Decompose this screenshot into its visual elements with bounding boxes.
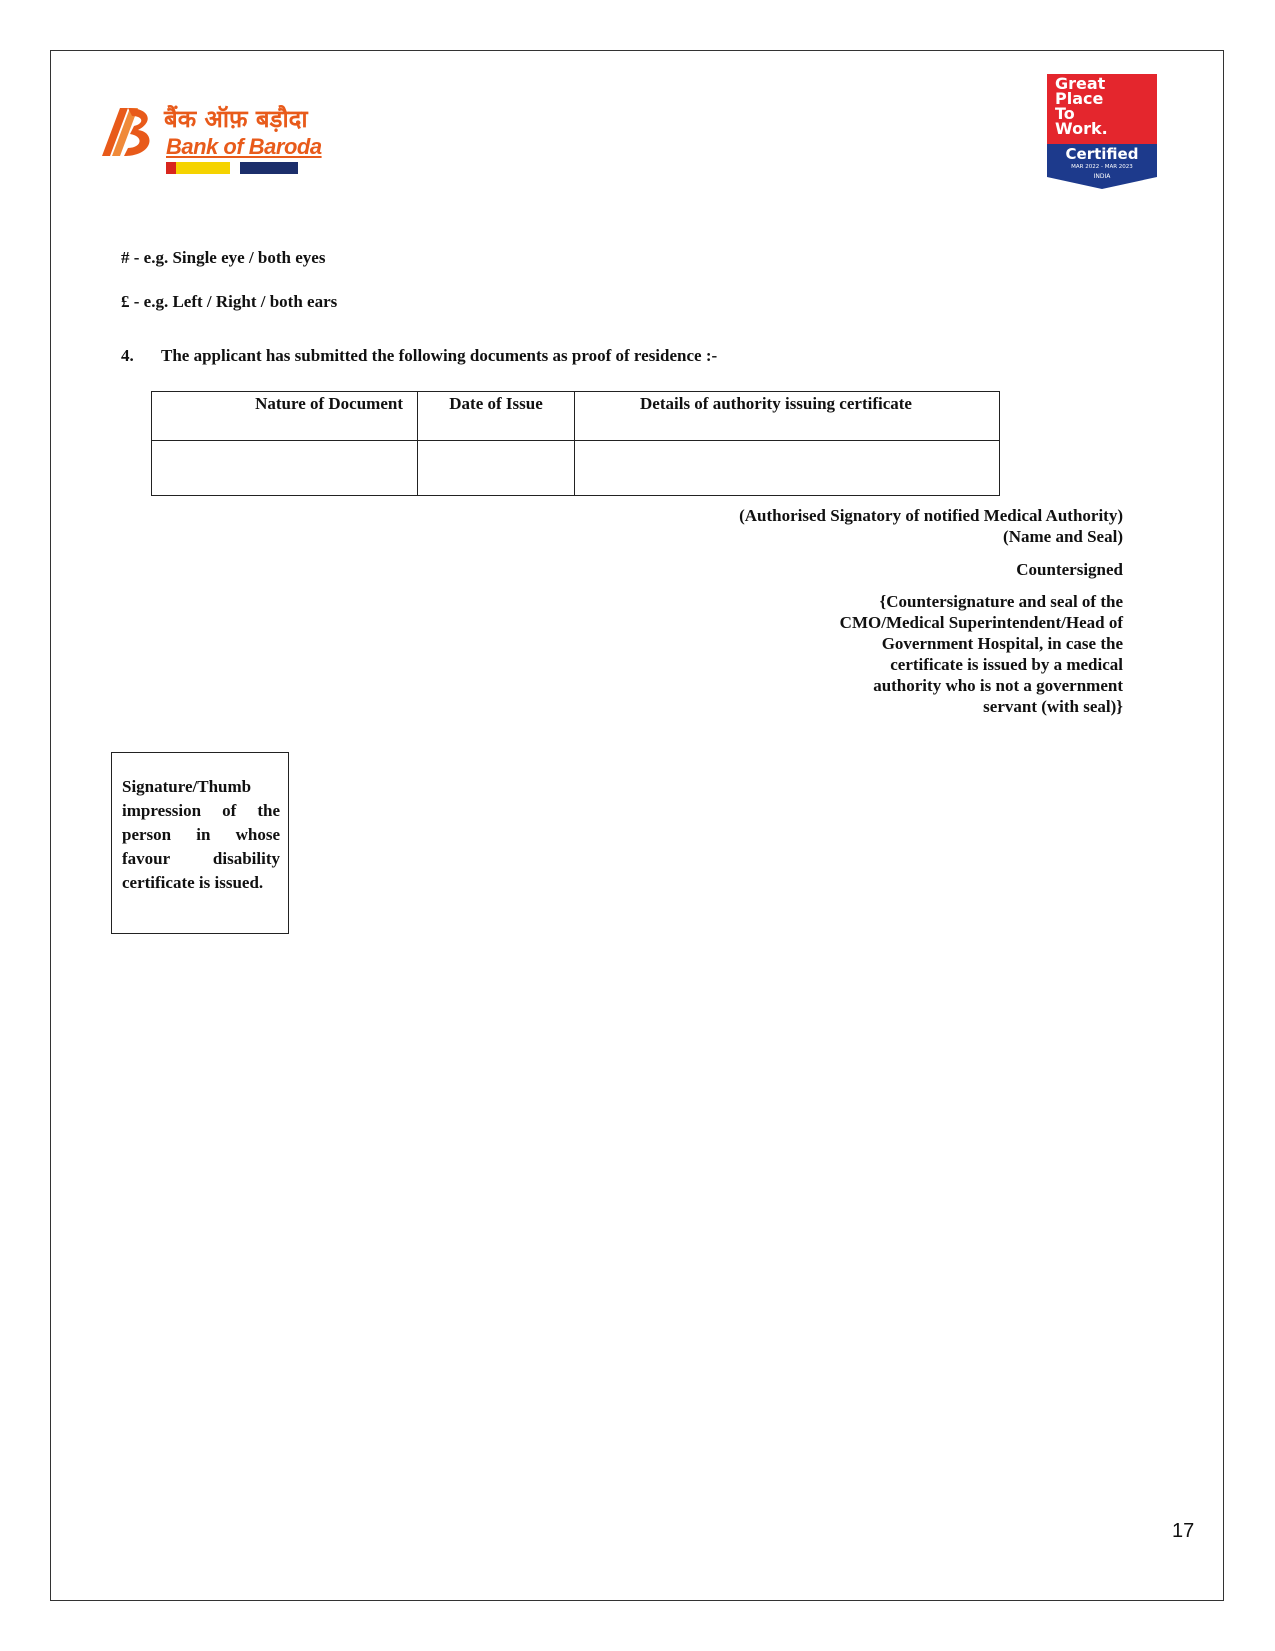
badge-period: MAR 2022 - MAR 2023 xyxy=(1071,164,1133,170)
bank-name-hindi: बैंक ऑफ़ बड़ौदा xyxy=(164,105,308,133)
table-row xyxy=(152,441,1000,496)
signatory-block xyxy=(739,505,1123,547)
section-number: 4. xyxy=(121,346,134,365)
badge-title-line: Work. xyxy=(1055,119,1108,138)
section-text: The applicant has submitted the following documents as proof of residence :- xyxy=(161,346,718,365)
badge-country: INDIA xyxy=(1093,173,1111,180)
badge-certified-label: Certified xyxy=(1065,145,1139,163)
logo-color-strip xyxy=(166,162,298,174)
table-cell[interactable] xyxy=(418,441,575,496)
column-header: Nature of Document xyxy=(152,392,418,441)
countersign-line: {Countersignature and seal of the xyxy=(879,592,1123,611)
table-cell[interactable] xyxy=(575,441,1000,496)
badge-title xyxy=(1055,76,1155,136)
signatory-title: (Authorised Signatory of notified Medical Authority) xyxy=(739,506,1123,525)
residence-documents-table xyxy=(151,391,1000,496)
countersign-line: servant (with seal)} xyxy=(983,697,1123,716)
countersign-line: CMO/Medical Superintendent/Head of xyxy=(839,613,1123,632)
table-header-row xyxy=(152,392,1000,441)
signatory-name-seal: (Name and Seal) xyxy=(1003,527,1123,546)
countersign-note xyxy=(840,591,1123,717)
signature-thumb-box[interactable] xyxy=(111,752,289,934)
note-ears: £ - e.g. Left / Right / both ears xyxy=(121,292,338,311)
column-header: Details of authority issuing certificate xyxy=(575,392,1000,441)
badge-title-line: To xyxy=(1055,104,1075,123)
bank-name-english: Bank of Baroda xyxy=(166,134,322,159)
badge-title-line: Place xyxy=(1055,89,1104,108)
great-place-to-work-badge xyxy=(1047,74,1157,189)
signature-box-label: Signature/Thumb impression of the person in whose favour disability certificate is issued. xyxy=(122,777,280,892)
page-number: 17 xyxy=(1172,1520,1195,1542)
baroda-sun-icon xyxy=(98,104,160,162)
countersign-line: authority who is not a government xyxy=(873,676,1123,695)
badge-title-line: Great xyxy=(1055,74,1106,93)
table-cell[interactable] xyxy=(152,441,418,496)
countersign-line: certificate is issued by a medical xyxy=(890,655,1123,674)
countersign-line: Government Hospital, in case the xyxy=(881,634,1123,653)
note-eyes: # - e.g. Single eye / both eyes xyxy=(121,248,326,267)
countersigned-label: Countersigned xyxy=(1016,560,1123,579)
column-header: Date of Issue xyxy=(418,392,575,441)
bank-of-baroda-logo xyxy=(98,100,322,180)
